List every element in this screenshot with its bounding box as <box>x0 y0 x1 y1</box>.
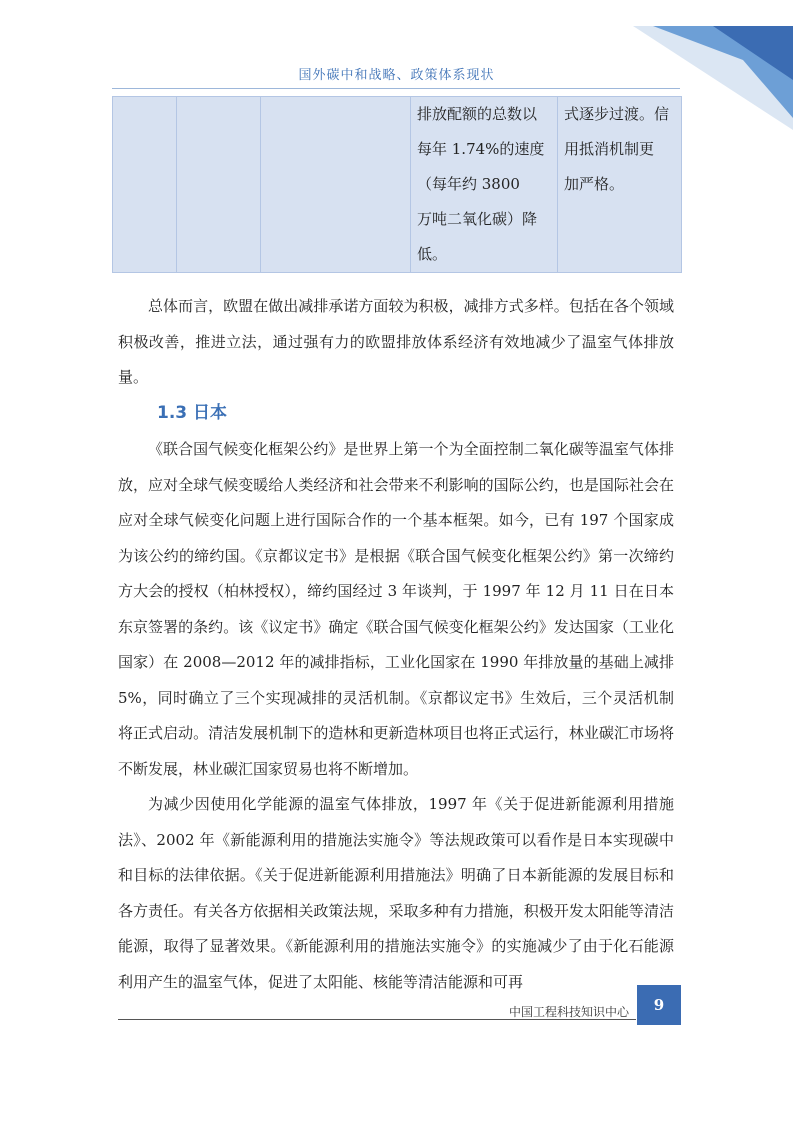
japan-law-paragraph: 为减少因使用化学能源的温室气体排放，1997 年《关于促进新能源利用措施法》、2002 年《新能源利用的措施法实施令》等法规政策可以看作是日本实现碳中和目标的法律依据。《关于促进新能源利用措施法》明确了日本新能源的发展目标和各方责任。有关各方依据相关政策法规，采取多种有力措施，积极开发太阳能等清洁能源，取得了显著效果。《新能源利用的措施法实施令》的实施减少了由于化石能源利用产生的温室气体，促进了太阳能、核能等清洁能源和可再 <box>118 795 674 991</box>
unfccc-paragraph: 《联合国气候变化框架公约》是世界上第一个为全面控制二氧化碳等温室气体排放，应对全球气候变暖给人类经济和社会带来不利影响的国际公约，也是国际社会在应对全球气候变化问题上进行国际合作的一个基本框架。如今，已有 197 个国家成为该公约的缔约国。《京都议定书》是根据《联合国气候变化框架公约》第一次缔约方大会的授权（柏林授权），缔约国经过 3 年谈判，于 1997 年 12 月 11 日在日本东京签署的条约。该《议定书》确定《联合国气候变化框架公约》发达国家（工业化国家）在 2008—2012 年的减排指标，工业化国家在 1990 年排放量的基础上减排 5%，同时确立了三个实现减排的灵活机制。《京都议定书》生效后，三个灵活机制将正式启动。清洁发展机制下的造林和更新造林项目也将正式运行，林业碳汇市场将不断发展，林业碳汇国家贸易也将不断增加。 <box>118 440 674 778</box>
footer-divider <box>118 1019 636 1020</box>
table-cell <box>177 97 261 273</box>
cell-line: 万吨二氧化碳）降 <box>417 210 538 228</box>
cell-line: 排放配额的总数以 <box>417 105 538 123</box>
cell-line: 加严格。 <box>564 175 625 193</box>
cell-line: （每年约 3800 <box>417 175 520 193</box>
header-divider <box>112 88 680 89</box>
continued-table <box>112 96 682 273</box>
page-number: 9 <box>637 985 681 1025</box>
table-cell <box>558 97 682 273</box>
cell-line: 用抵消机制更 <box>564 140 655 158</box>
cell-line: 式逐步过渡。信 <box>564 105 670 123</box>
table-cell <box>411 97 558 273</box>
cell-line: 低。 <box>417 245 448 263</box>
eu-summary-paragraph: 总体而言，欧盟在做出减排承诺方面较为积极，减排方式多样。包括在各个领域积极改善，推进立法，通过强有力的欧盟排放体系经济有效地减少了温室气体排放量。 <box>118 297 674 386</box>
table-cell <box>113 97 177 273</box>
running-header: 国外碳中和战略、政策体系现状 <box>298 68 495 83</box>
footer-publisher: 中国工程科技知识中心 <box>509 1005 630 1019</box>
table-cell <box>261 97 411 273</box>
table-row <box>113 97 682 273</box>
section-heading: 1.3 日本 <box>157 403 228 423</box>
cell-line: 每年 1.74%的速度 <box>417 140 545 158</box>
